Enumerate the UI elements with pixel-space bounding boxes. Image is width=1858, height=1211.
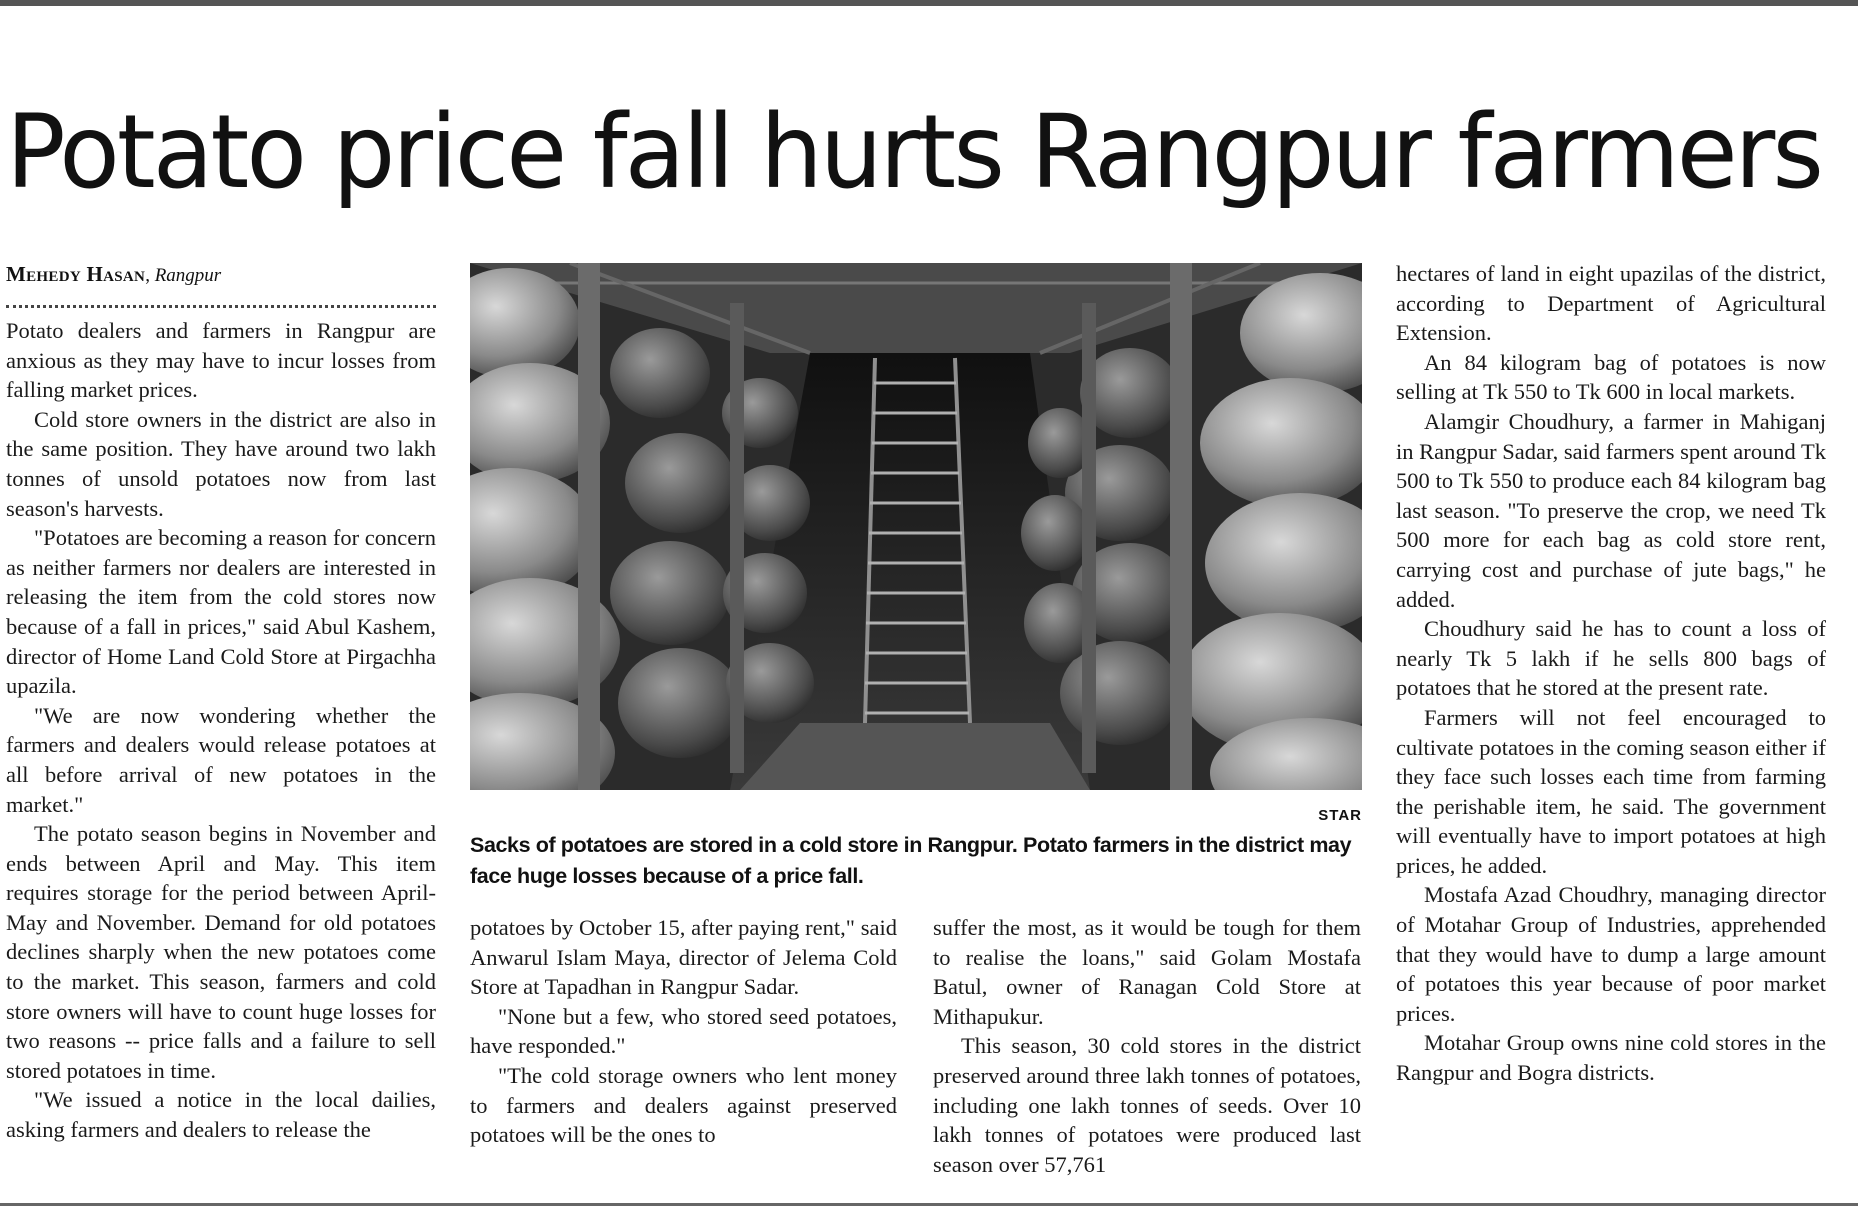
byline-divider (6, 305, 436, 308)
top-rule (0, 0, 1858, 6)
cold-store-photo (470, 263, 1362, 790)
photo-caption: Sacks of potatoes are stored in a cold store in Rangpur. Potato farmers in the district may face huge losses because of a price fall. (470, 833, 1352, 888)
article-column-3 (933, 913, 1361, 1183)
paragraph: hectares of land in eight upazilas of the district, according to Department of Agricultural Extension. (1396, 261, 1826, 346)
photo-credit: STAR (1318, 807, 1362, 824)
article-column-4 (1396, 259, 1826, 1182)
paragraph: An 84 kilogram bag of potatoes is now selling at Tk 550 to Tk 600 in local markets. (1396, 349, 1826, 405)
paragraph: potatoes by October 15, after paying rent," said Anwarul Islam Maya, director of Jelema Cold Store at Tapadhan in Rangpur Sadar. (470, 915, 897, 1000)
byline: Mehedy Hasan, Rangpur (6, 262, 222, 286)
bottom-rule (0, 1203, 1858, 1206)
paragraph: Alamgir Choudhury, a farmer in Mahiganj in Rangpur Sadar, said farmers spent around Tk 500 to Tk 550 to produce each 84 kilogram bag last season. "To preserve the crop, we need Tk 500 more for each bag as cold store rent, carrying cost and purchase of jute bags," he added. (1396, 408, 1826, 612)
paragraph: Mostafa Azad Choudhry, managing director of Motahar Group of Industries, apprehended that they would have to dump a large amount of potatoes this year because of poor market prices. (1396, 882, 1826, 1026)
paragraph: "The cold storage owners who lent money to farmers and dealers against preserved potatoes will be the ones to (470, 1062, 897, 1148)
paragraph: "We are now wondering whether the farmers and dealers would release potatoes at all before arrival of new potatoes in the market." (6, 702, 436, 817)
paragraph: Choudhury said he has to count a loss of nearly Tk 5 lakh if he sells 800 bags of potatoes that he stored at the present rate. (1396, 616, 1826, 701)
paragraph: The potato season begins in November and ends between April and May. This item requires storage for the period between April-May and November. Demand for old potatoes declines sharply when the new potatoes come to the market. This season, farmers and cold store owners will have to count huge losses for two reasons -- price falls and a failure to sell stored potatoes in time. (6, 821, 436, 1083)
article-column-2 (470, 913, 897, 1183)
byline-place: Rangpur (154, 265, 222, 286)
paragraph: "Potatoes are becoming a reason for concern as neither farmers nor dealers are interested in releasing the item from the cold stores now because of a fall in prices," said Abul Kashem, director of Home Land Cold Store at Pirgachha upazila. (6, 525, 436, 699)
article-column-1 (6, 316, 436, 1182)
paragraph: This season, 30 cold stores in the district preserved around three lakh tonnes of potatoes, including one lakh tonnes of seeds. Over 10 lakh tonnes of potatoes were produced last season over 57,761 (933, 1033, 1361, 1177)
headline: Potato price fall hurts Rangpur farmers (6, 93, 1822, 212)
paragraph: Cold store owners in the district are also in the same position. They have around two lakh tonnes of unsold potatoes now from last season's harvests. (6, 406, 436, 521)
paragraph: Motahar Group owns nine cold stores in the Rangpur and Bogra districts. (1396, 1030, 1826, 1086)
paragraph: "We issued a notice in the local dailies, asking farmers and dealers to release the (6, 1087, 436, 1143)
paragraph: suffer the most, as it would be tough for them to realise the loans," said Golam Mostafa Batul, owner of Ranagan Cold Store at Mithapukur. (933, 915, 1361, 1029)
paragraph: "None but a few, who stored seed potatoes, have responded." (470, 1003, 897, 1059)
paragraph: Potato dealers and farmers in Rangpur are anxious as they may have to incur losses from falling market prices. (6, 318, 436, 403)
paragraph: Farmers will not feel encouraged to cultivate potatoes in the coming season either if they face such losses each time from farming the perishable item, he said. The government will eventually have to import potatoes at high prices, he added. (1396, 704, 1826, 878)
byline-author: Mehedy Hasan (6, 262, 146, 286)
